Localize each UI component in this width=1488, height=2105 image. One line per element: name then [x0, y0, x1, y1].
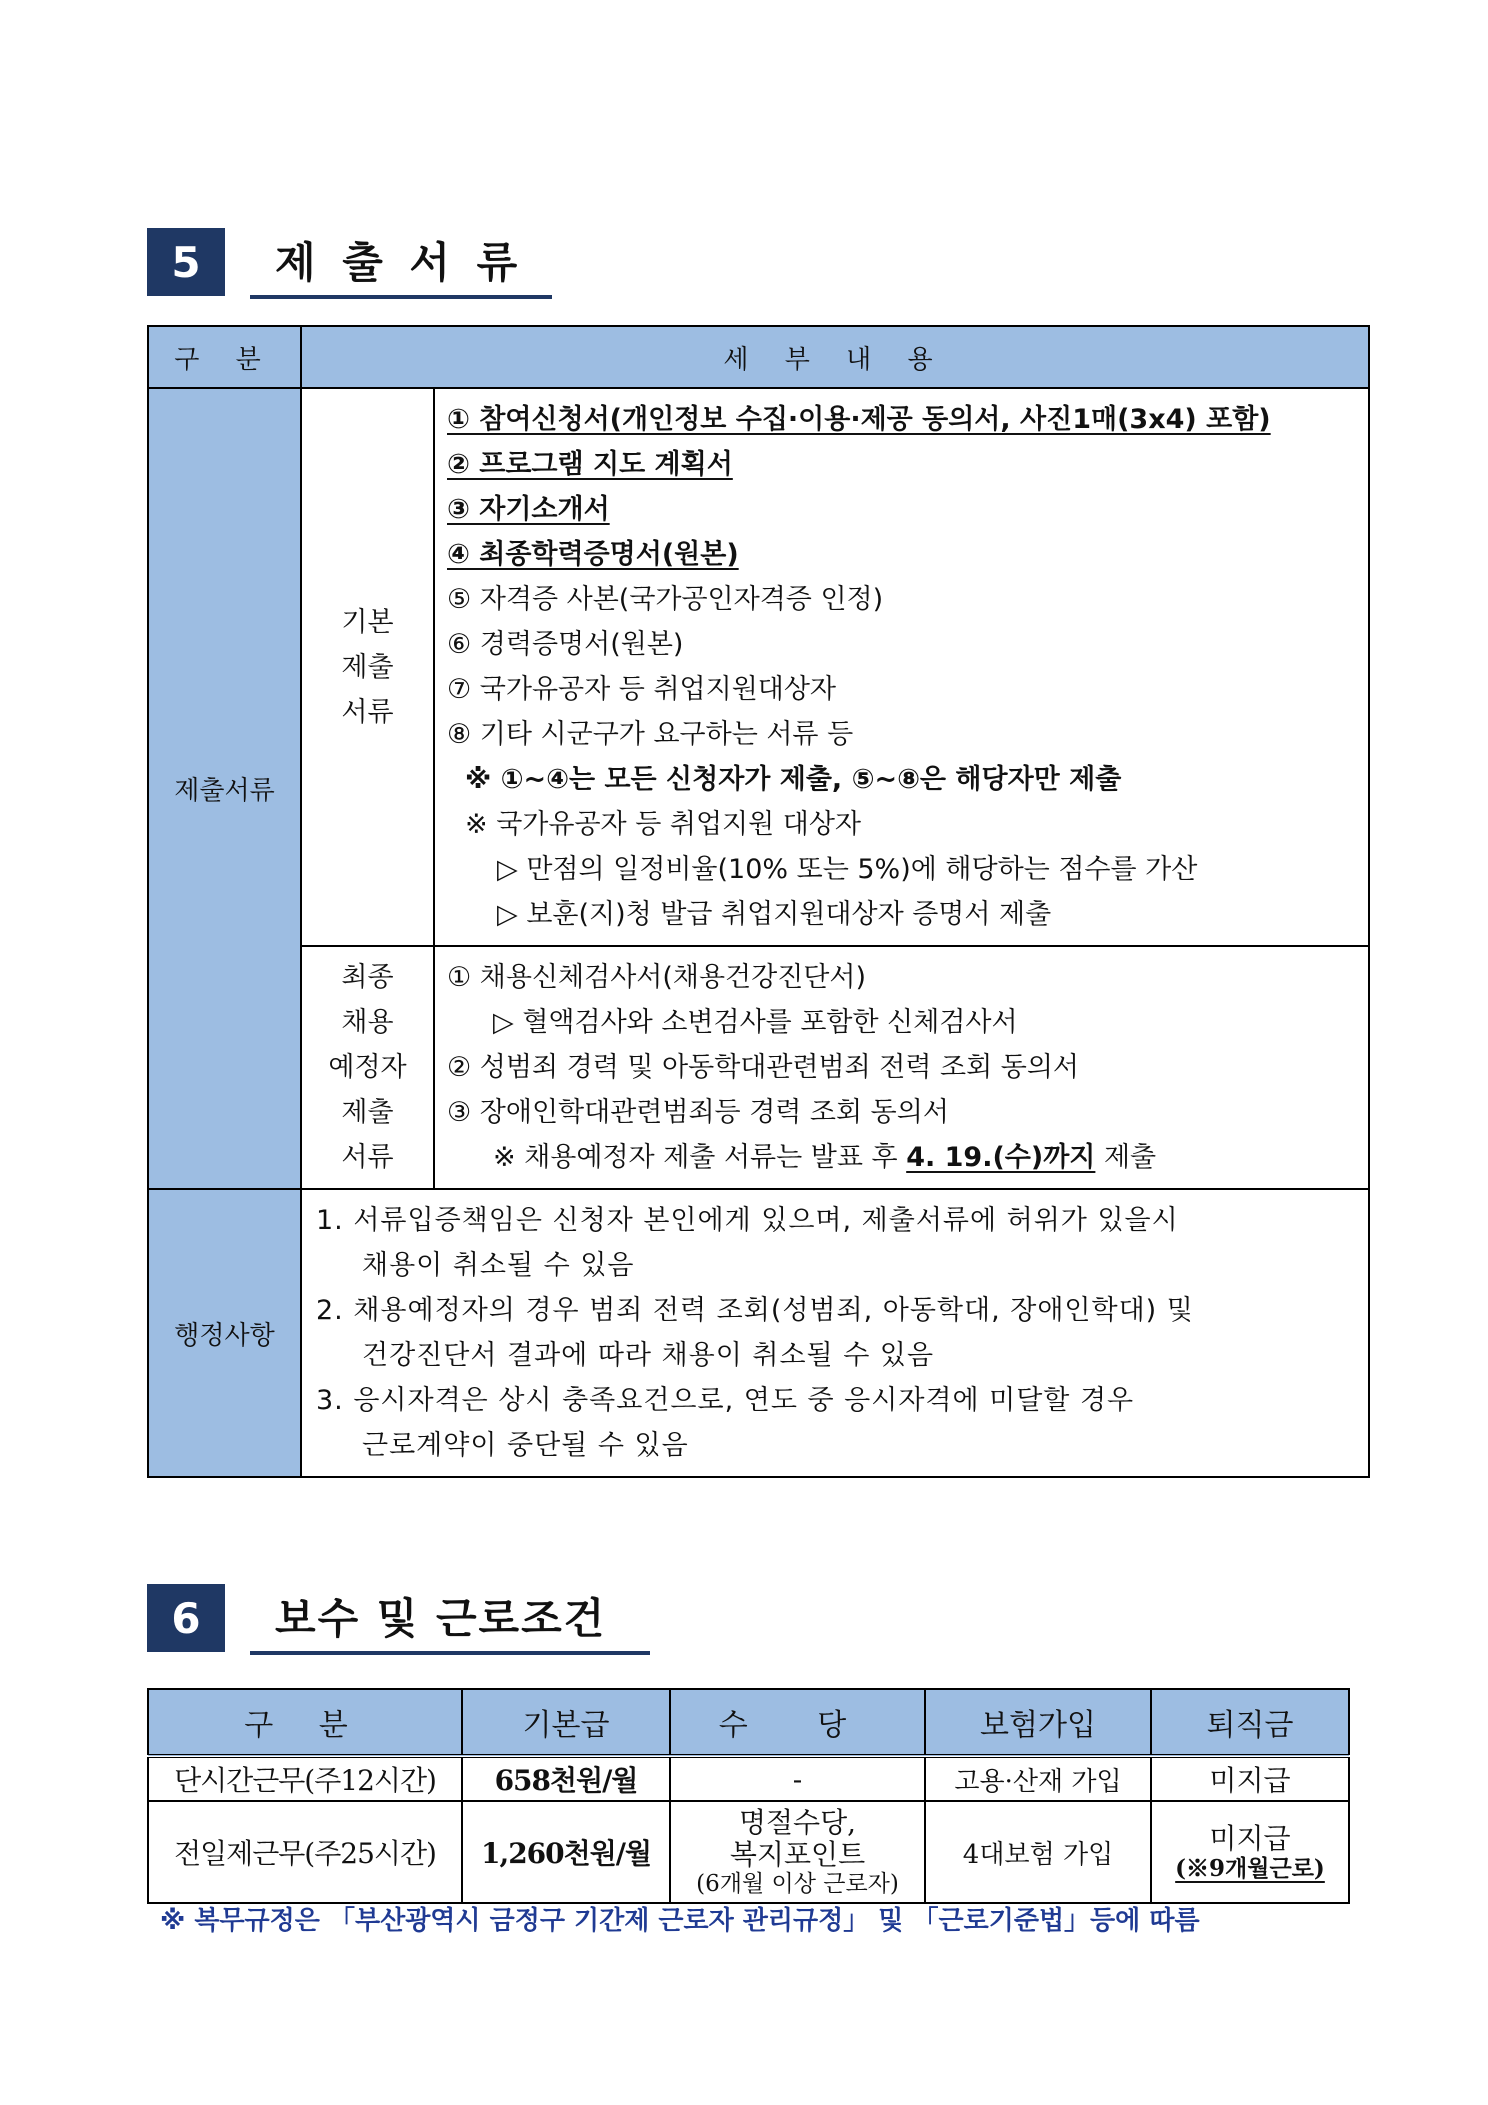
section-6-number: 6	[147, 1584, 225, 1652]
cell-pay: 658천원/월	[462, 1756, 670, 1801]
admin-notes: 1. 서류입증책임은 신청자 본인에게 있으며, 제출서류에 허위가 있을시 채용이 취소될 수 있음 2. 채용예정자의 경우 범죄 전력 조회(성범죄, 아동학대, 장애인학대) 및 건강진단서 결과에 따라 채용이 취소될 수 있음 3. 응시자격은 상시 충족요건으로, 연도 중 응시자격에 미달할 경우 근로계약이 중단될 수 있음	[301, 1189, 1369, 1477]
header-severance: 퇴직금	[1151, 1689, 1349, 1756]
header-category: 구 분	[148, 1689, 462, 1756]
basic-docs-list	[434, 388, 1369, 946]
note-veterans-cert: ▷ 보훈(지)청 발급 취업지원대상자 증명서 제출	[497, 899, 1052, 930]
list-item: ⑥ 경력증명서(원본)	[447, 629, 684, 660]
cell-severance: 미지급 (※9개월근로)	[1151, 1801, 1349, 1903]
final-docs-list	[434, 946, 1369, 1189]
header-allowance: 수 당	[670, 1689, 925, 1756]
note-submit-scope: ※ ①~④는 모든 신청자가 제출, ⑤~⑧은 해당자만 제출	[465, 764, 1122, 795]
service-rules-note: ※ 복무규정은 「부산광역시 금정구 기간제 근로자 관리규정」 및 「근로기준법」등에 따름	[160, 1906, 1200, 1936]
list-item: ⑦ 국가유공자 등 취업지원대상자	[447, 674, 837, 705]
group-label-admin: 행정사항	[148, 1189, 301, 1477]
cell-pay: 1,260천원/월	[462, 1801, 670, 1903]
list-item-sub: ▷ 혈액검사와 소변검사를 포함한 신체검사서	[493, 1007, 1018, 1038]
section-6-underline	[250, 1651, 650, 1655]
list-item: ① 채용신체검사서(채용건강진단서)	[447, 962, 867, 993]
cell-allowance: -	[670, 1756, 925, 1801]
group-label-submission: 제출서류	[148, 388, 301, 1189]
list-item: ③ 자기소개서	[447, 494, 610, 525]
header-insurance: 보험가입	[925, 1689, 1151, 1756]
cell-insurance: 4대보험 가입	[925, 1801, 1151, 1903]
note-veterans: ※ 국가유공자 등 취업지원 대상자	[465, 809, 862, 840]
final-docs-label: 최종 채용 예정자 제출 서류	[301, 946, 434, 1189]
section-5-underline	[250, 295, 552, 299]
list-item: ② 프로그램 지도 계획서	[447, 449, 733, 480]
list-item: ① 참여신청서(개인정보 수집·이용·제공 동의서, 사진1매(3x4) 포함)	[447, 404, 1271, 435]
table-row	[148, 1801, 1349, 1903]
list-item: ⑧ 기타 시군구가 요구하는 서류 등	[447, 719, 854, 750]
list-item: ② 성범죄 경력 및 아동학대관련범죄 전력 조회 동의서	[447, 1052, 1080, 1083]
section-5-title: 제 출 서 류	[275, 238, 524, 287]
cell-insurance: 고용·산재 가입	[925, 1756, 1151, 1801]
list-item: ③ 장애인학대관련범죄등 경력 조회 동의서	[447, 1097, 949, 1128]
header-category: 구 분	[148, 326, 301, 388]
cell-allowance: 명절수당, 복지포인트 (6개월 이상 근로자)	[670, 1801, 925, 1903]
list-item: ⑤ 자격증 사본(국가공인자격증 인정)	[447, 584, 884, 615]
pay-conditions-table	[147, 1688, 1350, 1904]
header-base-pay: 기본급	[462, 1689, 670, 1756]
submission-documents-table	[147, 325, 1370, 1478]
table-row	[148, 1756, 1349, 1801]
cell-severance: 미지급	[1151, 1756, 1349, 1801]
header-details: 세 부 내 용	[301, 326, 1369, 388]
deadline-date: 4. 19.(수)까지	[906, 1142, 1096, 1173]
list-item: ④ 최종학력증명서(원본)	[447, 539, 739, 570]
note-deadline: ※ 채용예정자 제출 서류는 발표 후 4. 19.(수)까지 제출	[493, 1142, 1157, 1173]
cell-type: 단시간근무(주12시간)	[148, 1756, 462, 1801]
section-5-number: 5	[147, 228, 225, 296]
section-6-title: 보수 및 근로조건	[275, 1594, 607, 1643]
note-veterans-score: ▷ 만점의 일정비율(10% 또는 5%)에 해당하는 점수를 가산	[497, 854, 1198, 885]
cell-type: 전일제근무(주25시간)	[148, 1801, 462, 1903]
basic-docs-label: 기본 제출 서류	[301, 388, 434, 946]
